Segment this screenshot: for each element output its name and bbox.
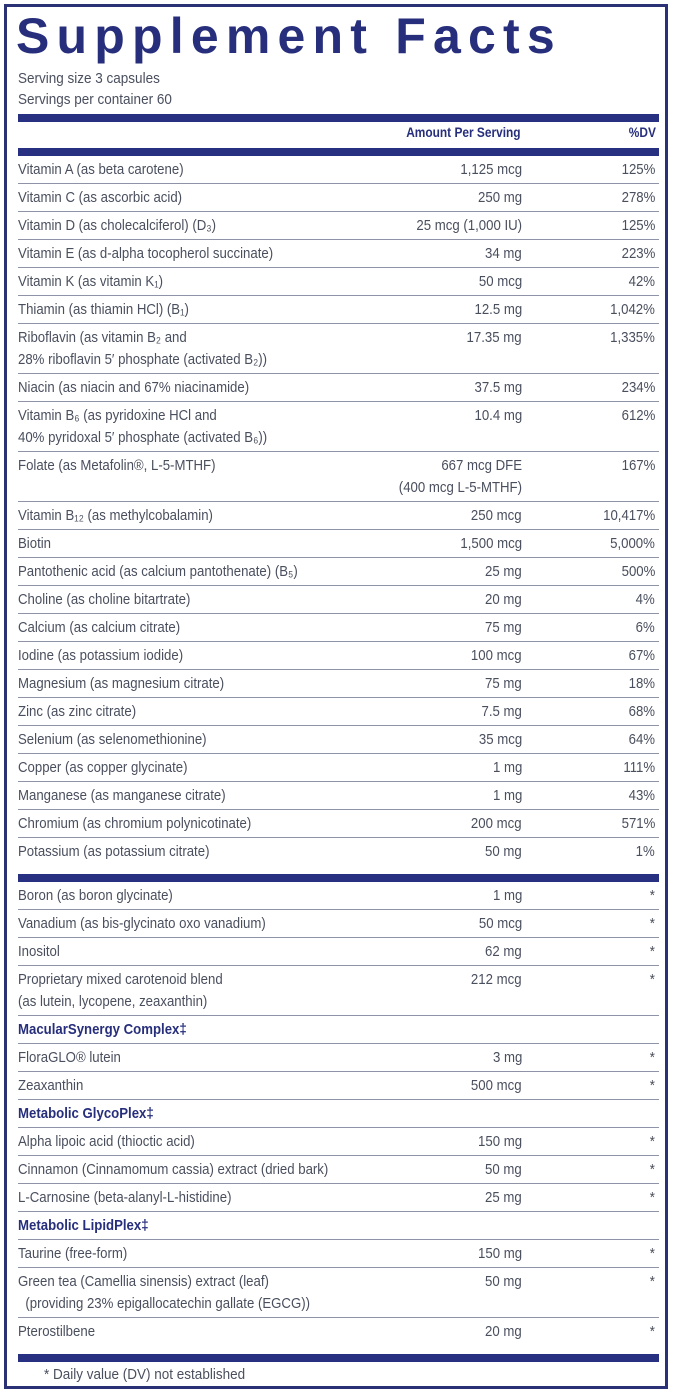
amount-per-serving: 50 mg <box>485 843 522 860</box>
nutrient-name: Vitamin B₆ (as pyridoxine HCl and 40% pyridoxal 5′ phosphate (activated B₆)) <box>18 407 268 446</box>
nutrient-name: Vitamin B₁₂ (as methylcobalamin) <box>18 507 213 524</box>
nutrient-name: Calcium (as calcium citrate) <box>18 619 181 636</box>
table-row <box>18 1240 659 1268</box>
daily-value-percent: * <box>649 1161 655 1178</box>
amount-per-serving: 1 mg <box>492 787 522 804</box>
amount-per-serving: 75 mg <box>485 675 522 692</box>
daily-value-percent: * <box>649 1323 655 1340</box>
nutrient-name: Chromium (as chromium polynicotinate) <box>18 815 252 832</box>
table-row <box>18 670 659 698</box>
daily-value-percent: 571% <box>621 815 655 832</box>
nutrient-name: Riboflavin (as vitamin B₂ and 28% riboflavin 5′ phosphate (activated B₂)) <box>18 329 268 368</box>
table-row <box>18 1184 659 1212</box>
nutrient-name: Taurine (free-form) <box>18 1245 128 1262</box>
nutrient-name: Niacin (as niacin and 67% niacinamide) <box>18 379 250 396</box>
amount-per-serving: 20 mg <box>485 591 522 608</box>
amount-per-serving: 17.35 mg <box>466 329 522 346</box>
amount-per-serving-header: Amount Per Serving <box>406 124 521 140</box>
table-row <box>18 558 659 586</box>
amount-per-serving: 150 mg <box>477 1133 522 1150</box>
header-divider-bottom <box>18 148 659 156</box>
table-row <box>18 502 659 530</box>
nutrient-name: Alpha lipoic acid (thioctic acid) <box>18 1133 195 1150</box>
daily-value-percent: * <box>649 1273 655 1290</box>
nutrient-name: Zinc (as zinc citrate) <box>18 703 137 720</box>
table-row <box>18 184 659 212</box>
table-row <box>18 530 659 558</box>
nutrient-name: Vitamin E (as d-alpha tocopherol succinate) <box>18 245 274 262</box>
table-row <box>18 910 659 938</box>
amount-per-serving: 1 mg <box>492 759 522 776</box>
daily-value-percent: * <box>649 887 655 904</box>
amount-per-serving: 7.5 mg <box>481 703 522 720</box>
table-row <box>18 698 659 726</box>
daily-value-percent: * <box>649 915 655 932</box>
amount-per-serving: 34 mg <box>485 245 522 262</box>
table-row <box>18 212 659 240</box>
table-row <box>18 156 659 184</box>
nutrient-name: Cinnamon (Cinnamomum cassia) extract (dried bark) <box>18 1161 329 1178</box>
table-row <box>18 374 659 402</box>
nutrient-name: Magnesium (as magnesium citrate) <box>18 675 225 692</box>
nutrient-name: Thiamin (as thiamin HCl) (B₁) <box>18 301 189 318</box>
daily-value-percent: 278% <box>621 189 655 206</box>
amount-per-serving: 25 mg <box>485 563 522 580</box>
amount-per-serving: 1 mg <box>492 887 522 904</box>
table-row <box>18 1128 659 1156</box>
amount-per-serving: 250 mcg <box>471 507 522 524</box>
daily-value-percent: 6% <box>635 619 655 636</box>
amount-per-serving: 12.5 mg <box>474 301 522 318</box>
table-row <box>18 882 659 910</box>
daily-value-percent: 64% <box>628 731 655 748</box>
daily-value-percent: 18% <box>628 675 655 692</box>
footer-divider <box>18 1354 659 1362</box>
amount-per-serving: 50 mcg <box>478 915 522 932</box>
amount-per-serving: 25 mg <box>485 1189 522 1206</box>
nutrient-name: Vitamin A (as beta carotene) <box>18 161 184 178</box>
amount-per-serving: 150 mg <box>477 1245 522 1262</box>
nutrient-name: Biotin <box>18 535 52 552</box>
nutrient-name: Potassium (as potassium citrate) <box>18 843 210 860</box>
daily-value-percent: 1,335% <box>610 329 655 346</box>
table-row <box>18 782 659 810</box>
table-row <box>18 1318 659 1346</box>
table-row <box>18 1072 659 1100</box>
amount-per-serving: 75 mg <box>485 619 522 636</box>
daily-value-percent: 1% <box>635 843 655 860</box>
daily-value-percent: 167% <box>621 457 655 474</box>
table-row <box>18 586 659 614</box>
daily-value-percent: 223% <box>621 245 655 262</box>
daily-value-percent: 1,042% <box>610 301 655 318</box>
nutrient-name: Proprietary mixed carotenoid blend (as lutein, lycopene, zeaxanthin) <box>18 971 223 1010</box>
table-row <box>18 966 659 1016</box>
table-row <box>18 1156 659 1184</box>
nutrient-name: Copper (as copper glycinate) <box>18 759 188 776</box>
nutrient-name: FloraGLO® lutein <box>18 1049 121 1066</box>
nutrient-name: Vitamin D (as cholecalciferol) (D₃) <box>18 217 217 234</box>
amount-per-serving: 1,125 mcg <box>460 161 522 178</box>
amount-per-serving: 212 mcg <box>471 971 522 988</box>
daily-value-percent: 111% <box>623 759 655 776</box>
nutrient-name: Pterostilbene <box>18 1323 96 1340</box>
nutrient-name: Folate (as Metafolin®, L-5-MTHF) <box>18 457 216 474</box>
header-divider-top <box>18 114 659 122</box>
section-title: Metabolic LipidPlex‡ <box>18 1217 149 1234</box>
table-row <box>18 1268 659 1318</box>
table-row <box>18 938 659 966</box>
nutrient-name: Selenium (as selenomethionine) <box>18 731 207 748</box>
table-row <box>18 296 659 324</box>
amount-per-serving: 50 mg <box>485 1161 522 1178</box>
amount-per-serving: 62 mg <box>485 943 522 960</box>
nutrient-name: Vitamin K (as vitamin K₁) <box>18 273 164 290</box>
nutrient-name: Manganese (as manganese citrate) <box>18 787 226 804</box>
amount-per-serving: 1,500 mcg <box>460 535 522 552</box>
table-row <box>18 726 659 754</box>
amount-per-serving: 667 mcg DFE (400 mcg L-5-MTHF) <box>398 457 522 496</box>
amount-per-serving: 3 mg <box>492 1049 522 1066</box>
daily-value-percent: * <box>649 1077 655 1094</box>
amount-per-serving: 500 mcg <box>471 1077 522 1094</box>
daily-value-percent: * <box>649 1133 655 1150</box>
nutrients-table <box>18 156 659 866</box>
daily-value-percent: * <box>649 1189 655 1206</box>
table-row <box>18 810 659 838</box>
amount-per-serving: 100 mcg <box>471 647 522 664</box>
daily-value-percent: * <box>649 943 655 960</box>
nutrient-name: Iodine (as potassium iodide) <box>18 647 184 664</box>
nutrient-name: Vitamin C (as ascorbic acid) <box>18 189 183 206</box>
section-title: Metabolic GlycoPlex‡ <box>18 1105 154 1122</box>
daily-value-percent: * <box>649 1245 655 1262</box>
daily-value-percent: 612% <box>621 407 655 424</box>
section-title: MacularSynergy Complex‡ <box>18 1021 187 1038</box>
daily-value-percent: 67% <box>628 647 655 664</box>
table-row <box>18 838 659 866</box>
daily-value-percent: * <box>649 971 655 988</box>
servings-per-container: Servings per container 60 <box>18 91 172 108</box>
daily-value-percent: 43% <box>628 787 655 804</box>
daily-value-percent: 234% <box>621 379 655 396</box>
label-title: Supplement Facts <box>16 8 562 64</box>
amount-per-serving: 20 mg <box>485 1323 522 1340</box>
nutrient-name: Choline (as choline bitartrate) <box>18 591 191 608</box>
table-row <box>18 614 659 642</box>
table-row <box>18 1044 659 1072</box>
amount-per-serving: 250 mg <box>477 189 522 206</box>
table-row <box>18 452 659 502</box>
section-header-row <box>18 1212 659 1240</box>
daily-value-percent: 68% <box>628 703 655 720</box>
nutrient-name: Vanadium (as bis-glycinato oxo vanadium) <box>18 915 266 932</box>
nutrient-name: Zeaxanthin <box>18 1077 84 1094</box>
nutrients-divider <box>18 874 659 882</box>
dv-header: %DV <box>628 124 656 140</box>
daily-value-percent: 10,417% <box>602 507 655 524</box>
amount-per-serving: 25 mcg (1,000 IU) <box>416 217 522 234</box>
daily-value-percent: * <box>649 1049 655 1066</box>
daily-value-percent: 5,000% <box>610 535 655 552</box>
nutrient-name: Pantothenic acid (as calcium pantothenate) (B₅) <box>18 563 298 580</box>
table-row <box>18 402 659 452</box>
footnote: * Daily value (DV) not established <box>44 1366 246 1383</box>
amount-per-serving: 35 mcg <box>478 731 522 748</box>
table-row <box>18 268 659 296</box>
table-row <box>18 754 659 782</box>
nutrient-name: Inositol <box>18 943 60 960</box>
section-header-row <box>18 1016 659 1044</box>
daily-value-percent: 125% <box>621 161 655 178</box>
daily-value-percent: 42% <box>628 273 655 290</box>
daily-value-percent: 500% <box>621 563 655 580</box>
daily-value-percent: 4% <box>635 591 655 608</box>
table-row <box>18 324 659 374</box>
daily-value-percent: 125% <box>621 217 655 234</box>
nutrient-name: L-Carnosine (beta-alanyl-L-histidine) <box>18 1189 232 1206</box>
section-header-row <box>18 1100 659 1128</box>
amount-per-serving: 200 mcg <box>471 815 522 832</box>
amount-per-serving: 10.4 mg <box>474 407 522 424</box>
table-row <box>18 642 659 670</box>
table-row <box>18 240 659 268</box>
nutrient-name: Boron (as boron glycinate) <box>18 887 173 904</box>
other-ingredients-table <box>18 882 659 1346</box>
nutrient-name: Green tea (Camellia sinensis) extract (leaf) (providing 23% epigallocatechin gallate (EGCG)) <box>18 1273 311 1312</box>
amount-per-serving: 50 mg <box>485 1273 522 1290</box>
amount-per-serving: 50 mcg <box>478 273 522 290</box>
amount-per-serving: 37.5 mg <box>474 379 522 396</box>
serving-size: Serving size 3 capsules <box>18 70 160 87</box>
